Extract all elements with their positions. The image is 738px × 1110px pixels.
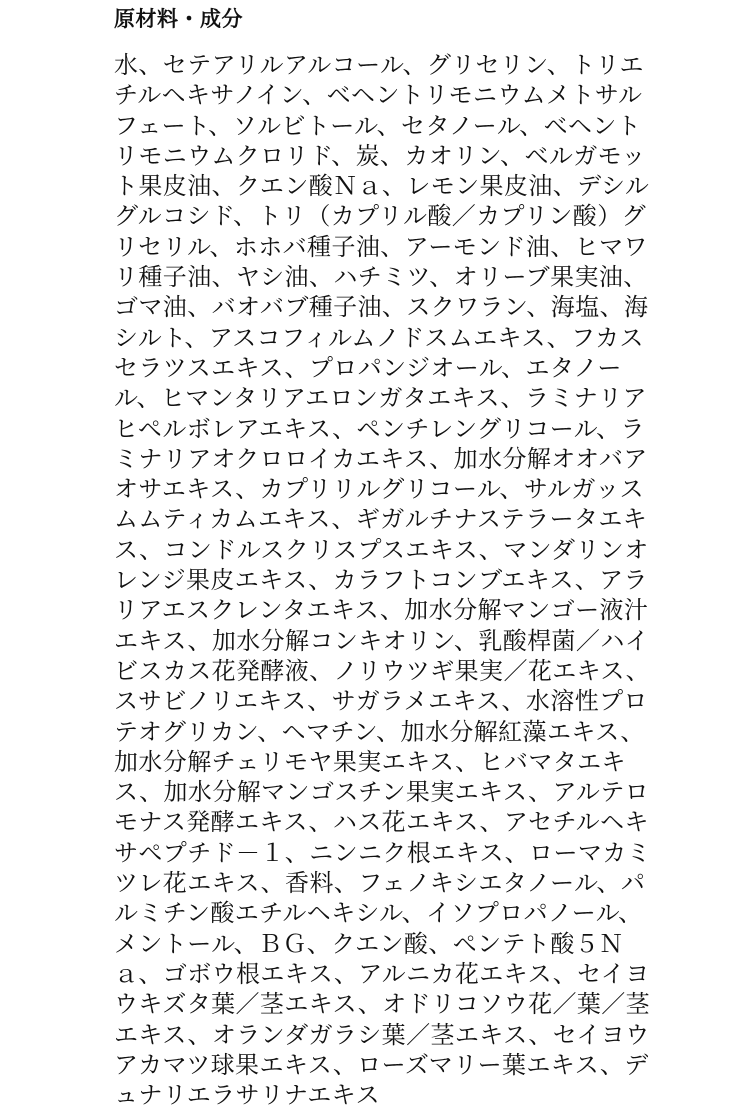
ingredient-line: リセリル、ホホバ種子油、アーモンド油、ヒマワ — [114, 232, 648, 261]
ingredient-line: エキス、加水分解コンキオリン、乳酸桿菌／ハイ — [114, 626, 650, 655]
ingredient-line: サペプチド－１、ニンニク根エキス、ローマカミ — [114, 838, 652, 867]
ingredient-line: ビスカス花発酵液、ノリウツギ果実／花エキス、 — [114, 656, 651, 685]
ingredient-line: エキス、オランダガラシ葉／茎エキス、セイヨウ — [114, 1020, 650, 1049]
ingredient-line: ルミチン酸エチルヘキシル、イソプロパノール、 — [114, 899, 643, 928]
ingredient-line: リアエスクレンタエキス、加水分解マンゴー液汁 — [114, 596, 649, 625]
ingredient-line: ス、コンドルスクリスプスエキス、マンダリンオ — [114, 535, 649, 564]
ingredient-line: シルト、アスコフィルムノドスムエキス、フカス — [114, 323, 644, 352]
ingredient-line: アカマツ球果エキス、ローズマリー葉エキス、デ — [114, 1050, 649, 1079]
ingredient-line: リ種子油、ヤシ油、ハチミツ、オリーブ果実油、 — [114, 263, 648, 292]
ingredient-line: ツレ花エキス、香料、フェノキシエタノール、パ — [114, 869, 646, 898]
ingredient-line: ス、加水分解マンゴスチン果実エキス、アルテロ — [114, 778, 650, 807]
section-heading: 原材料・成分 — [114, 7, 243, 31]
ingredient-line: レンジ果皮エキス、カラフトコンブエキス、アラ — [114, 566, 648, 595]
ingredient-line: ュナリエラサリナエキス — [114, 1081, 380, 1110]
ingredient-line: ミナリアオクロロイカエキス、加水分解オオバア — [114, 444, 648, 473]
ingredient-line: グルコシド、トリ（カプリル酸／カプリン酸）グ — [114, 202, 646, 231]
ingredient-line: メントール、ＢＧ、クエン酸、ペンテト酸５Ｎ — [114, 929, 624, 958]
ingredient-line: ａ、ゴボウ根エキス、アルニカ花エキス、セイヨ — [114, 959, 650, 988]
ingredient-line: フェート、ソルビトール、セタノール、ベヘント — [114, 111, 642, 140]
ingredient-line: テオグリカン、ヘマチン、加水分解紅藻エキス、 — [114, 717, 645, 746]
ingredient-line: ル、ヒマンタリアエロンガタエキス、ラミナリア — [114, 384, 647, 413]
ingredient-list — [114, 50, 732, 1110]
ingredient-line: オサエキス、カプリリルグリコール、サルガッス — [114, 475, 645, 504]
ingredient-line: ゴマ油、バオバブ種子油、スクワラン、海塩、海 — [114, 293, 649, 322]
ingredient-line: ト果皮油、クエン酸Ｎａ、レモン果皮油、デシル — [114, 172, 650, 201]
ingredient-line: ウキズタ葉／茎エキス、オドリコソウ花／葉／茎 — [114, 990, 651, 1019]
ingredient-line: リモニウムクロリド、炭、カオリン、ベルガモッ — [114, 141, 646, 170]
ingredient-line: ヒペルボレアエキス、ペンチレングリコール、ラ — [114, 414, 645, 443]
ingredient-line: セラツスエキス、プロパンジオール、エタノー — [114, 353, 622, 382]
ingredient-line: 水、セテアリルアルコール、グリセリン、トリエ — [114, 51, 644, 79]
ingredient-line: 加水分解チェリモヤ果実エキス、ヒバマタエキ — [114, 747, 626, 776]
ingredient-line: ムムティカムエキス、ギガルチナステラータエキ — [114, 505, 648, 534]
ingredient-line: スサビノリエキス、サガラメエキス、水溶性プロ — [114, 687, 648, 716]
ingredient-line: チルヘキサノイン、ベヘントリモニウムメトサル — [114, 81, 643, 110]
ingredient-line: モナス発酵エキス、ハス花エキス、アセチルヘキ — [114, 808, 649, 837]
